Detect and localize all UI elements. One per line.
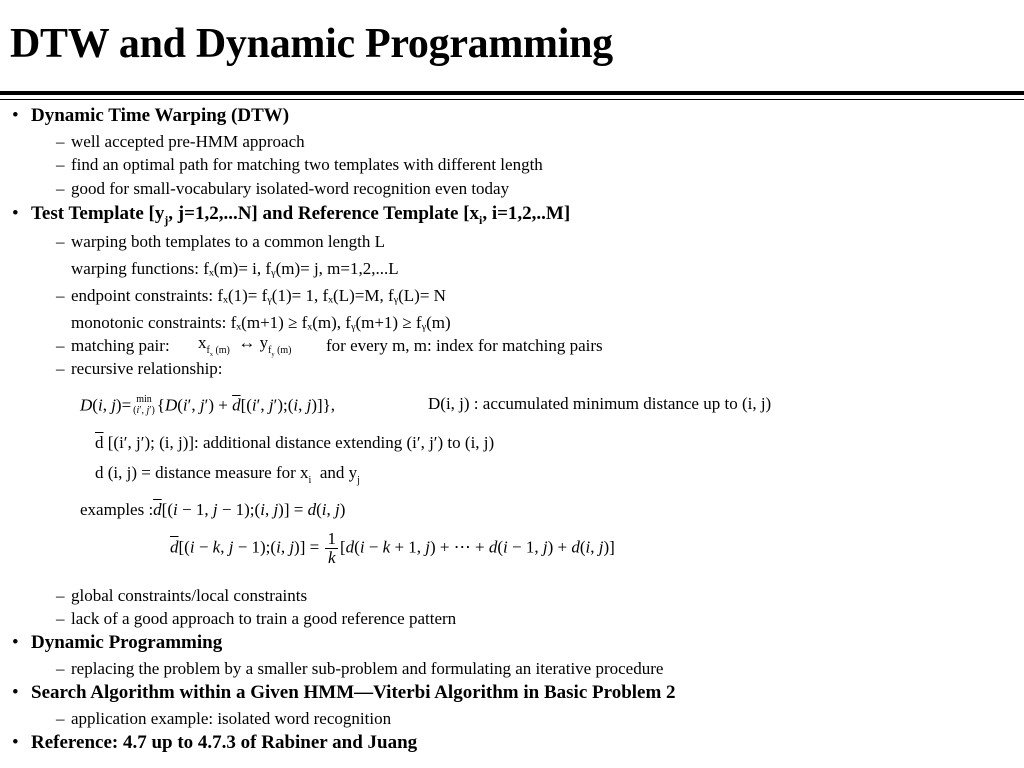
examples-equation-1: examples $:\overline{d}[(i - 1$, j − 1);(i, j)] = d(i, j) [80,500,346,519]
matching-pair-rest: for every m, m: index for matching pairs [326,336,603,355]
additional-distance-equation: $\overline{d}$ [(i′, j′); (i, j)]: additional distance extending (i′, j′) to (i, j) [95,433,495,452]
recursion-equation: D(i, j)= min (i′, j′) {D(i′, $j') + \overline{d}[(i'$, j′);(i, j)]}, [80,394,336,416]
recursion-equation-description: D(i, j) : accumulated minimum distance up to (i, j) [428,394,772,413]
bullet-reference-heading: Reference: 4.7 up to 4.7.3 of Rabiner and Juang [31,732,418,753]
templates-warping-functions: warping functions: fₓ(m)= i, fᵧ(m)= j, m=1,2,...L [71,259,399,278]
bullet-templates-heading: Test Template [$y_j$, j=1,2,...N] and Reference Template [$x_i$, i=1,2,..M] [31,203,571,227]
bullet-marker: • [12,105,19,126]
bullet-reference [12,732,418,753]
matching-pair-label: matching pair: [71,336,170,355]
bullet-marker: • [12,203,19,224]
bullet-dtw [12,105,290,126]
bullet-search-heading: Search Algorithm within a Given HMM—Viterbi Algorithm in Basic Problem 2 [31,682,676,703]
bullet-marker: • [12,632,19,653]
distance-measure-equation: d (i, j) = distance measure for $x_i$ and $y_j$ [95,463,360,486]
bullet-dtw-heading: Dynamic Time Warping (DTW) [31,105,290,126]
slide-title: DTW and Dynamic Programming [10,21,613,67]
bullet-templates [12,203,571,227]
matching-pair-formula: $x_{f_x (m)}$ ↔ $y_{f_y (m)}$ [198,333,292,358]
examples-equation-2: $\overline{d}[(i - k$, j − 1);(i, j)] = $\frac{1}{k}$ [d(i − k + 1, j) + ⋯ + d(i − 1, j) + d(i, j)] [170,529,615,567]
bullet-dp-heading: Dynamic Programming [31,632,223,653]
templates-monotonic: monotonic constraints: fₓ(m+1) ≥ fₓ(m), fᵧ(m+1) ≥ fᵧ(m) [71,313,451,332]
bullet-marker: • [12,732,19,753]
title-divider-thick [0,91,1024,95]
bullet-dp [12,632,223,653]
title-divider-thin [0,99,1024,100]
bullet-search [12,682,676,703]
bullet-marker: • [12,682,19,703]
